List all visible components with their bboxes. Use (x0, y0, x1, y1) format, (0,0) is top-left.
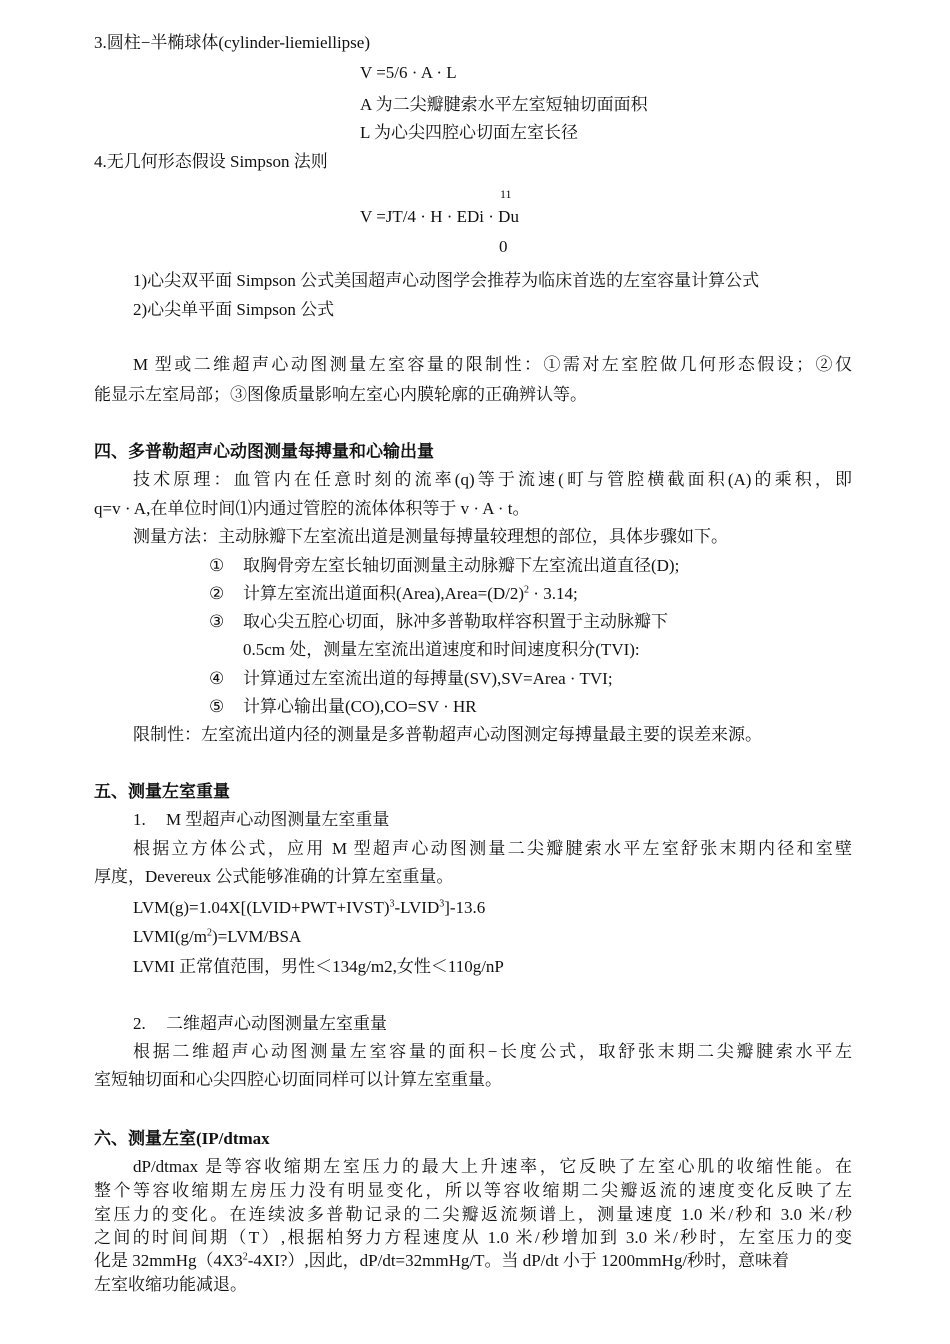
sec4-method: 测量方法：主动脉瓣下左室流出道是测量每搏量较理想的部位，具体步骤如下。 (133, 527, 728, 546)
s4-upper-limit: 11 (500, 187, 512, 201)
step1-number: ① (209, 556, 225, 575)
sec6-line2: 整个等容收缩期左房压力没有明显变化，所以等容收缩期二尖瓣返流的速度变化反映了左 (94, 1181, 852, 1200)
s3-def-l: L 为心尖四腔心切面左室长径 (360, 123, 579, 142)
step4-number: ④ (209, 669, 225, 688)
sec4-principle-line1: 技术原理：血管内在任意时刻的流率(q)等于流速(町与管腔横截面积(A)的乘积，即 (133, 470, 852, 489)
lvm-formula: $LVM(g)=1.04X[(LVID+PWT+IVST)^3-LVID^3]-13.6$ (133, 898, 486, 917)
sec5-sub2-number: 2. (133, 1014, 146, 1033)
s4-item2: 2)心尖单平面 Simpson 公式 (133, 300, 335, 319)
step5-text: 计算心输出量(CO),CO=SV · HR (243, 697, 477, 716)
step2-superscript: 2 (524, 584, 530, 596)
sec4-heading: 四、多普勒超声心动图测量每搏量和心输出量 (94, 442, 434, 461)
step5-number: ⑤ (209, 697, 225, 716)
sec6-line3: 室压力的变化。在连续波多普勒记录的二尖瓣返流频谱上，测量速度 1.0 米/秒和 3.0 米/秒 (94, 1205, 852, 1224)
limit-para-line2: 能显示左室局部；③图像质量影响左室心内膜轮廓的正确辨认等。 (94, 385, 587, 404)
s4-title: 4.无几何形态假设 Simpson 法则 (94, 152, 328, 171)
sec5-heading: 五、测量左室重量 (94, 782, 230, 801)
step4-text: 计算通过左室流出道的每搏量(SV),SV=Area · TVI; (243, 669, 613, 688)
s4-item1: 1)心尖双平面 Simpson 公式美国超声心动图学会推荐为临床首选的左室容量计算公式 (133, 271, 760, 290)
s3-def-a: A 为二尖瓣腱索水平左室短轴切面面积 (360, 95, 648, 114)
sec6-line4: 之间的时间间期（T）,根据柏努力方程速度从 1.0 米/秒增加到 3.0 米/秒时，左室压力的变 (94, 1228, 852, 1247)
lvmi-formula: $LVMI(g/m^2)=LVM$/BSA (133, 927, 302, 946)
step2-text: 计算左室流出道面积$(Area),Area=(D/2)^2 \cdot 3.14$; (243, 584, 578, 603)
sec6-line1: dP/dtmax 是等容收缩期左室压力的最大上升速率，它反映了左室心肌的收缩性能。在 (133, 1157, 852, 1176)
sec5-para1-line2: 厚度，Devereux 公式能够准确的计算左室重量。 (94, 867, 454, 886)
step3-text: 取心尖五腔心切面，脉冲多普勒取样容积置于主动脉瓣下 (243, 612, 668, 631)
step3-number: ③ (209, 612, 225, 631)
sec5-sub1-number: 1. (133, 810, 146, 829)
step2-number: ② (209, 584, 225, 603)
sec5-para1-line1: 根据立方体公式，应用 M 型超声心动图测量二尖瓣腱索水平左室舒张末期内径和室壁 (133, 839, 852, 858)
sec4-limitation: 限制性：左室流出道内径的测量是多普勒超声心动图测定每搏量最主要的误差来源。 (133, 725, 762, 744)
step3-text-continued: 0.5cm 处，测量左室流出道速度和时间速度积分(TVI): (243, 640, 640, 659)
sec5-para2-line2: 室短轴切面和心尖四腔心切面同样可以计算左室重量。 (94, 1070, 502, 1089)
s3-title: 3.圆柱−半椭球体(cylinder-liemiellipse) (94, 33, 370, 52)
sec6-line6: 左室收缩功能减退。 (94, 1275, 247, 1294)
lvmi-normal-range: LVMI 正常值范围，男性＜134g/m2,女性＜110g/nP (133, 957, 504, 976)
s4-lower-limit: 0 (499, 237, 508, 256)
limit-para-line1: M 型或二维超声心动图测量左室容量的限制性：①需对左室腔做几何形态假设；②仅 (133, 355, 852, 374)
sec5-sub1-title: M 型超声心动图测量左室重量 (166, 810, 390, 829)
step1-text: 取胸骨旁左室长轴切面测量主动脉瓣下左室流出道直径(D); (243, 556, 680, 575)
sec6-line5: 化是 $32mmHg(4X3^2-4XI?)$,因此，dP/dt=32mmHg/T。当 dP/dt 小于 1200mmHg/秒时，意味着 (94, 1251, 790, 1270)
sec6-heading: 六、测量左室(IP/dtmax (94, 1129, 270, 1148)
s4-formula: V =JT/4 · H · EDi · Du (360, 207, 519, 226)
sec5-para2-line1: 根据二维超声心动图测量左室容量的面积−长度公式，取舒张末期二尖瓣腱索水平左 (133, 1042, 852, 1061)
sec5-sub2-title: 二维超声心动图测量左室重量 (166, 1014, 387, 1033)
s3-formula: V =5/6 · A · L (360, 63, 457, 82)
sec4-principle-line2: q=v · A,在单位时间⑴内通过管腔的流体体积等于 v · A · t。 (94, 499, 530, 518)
